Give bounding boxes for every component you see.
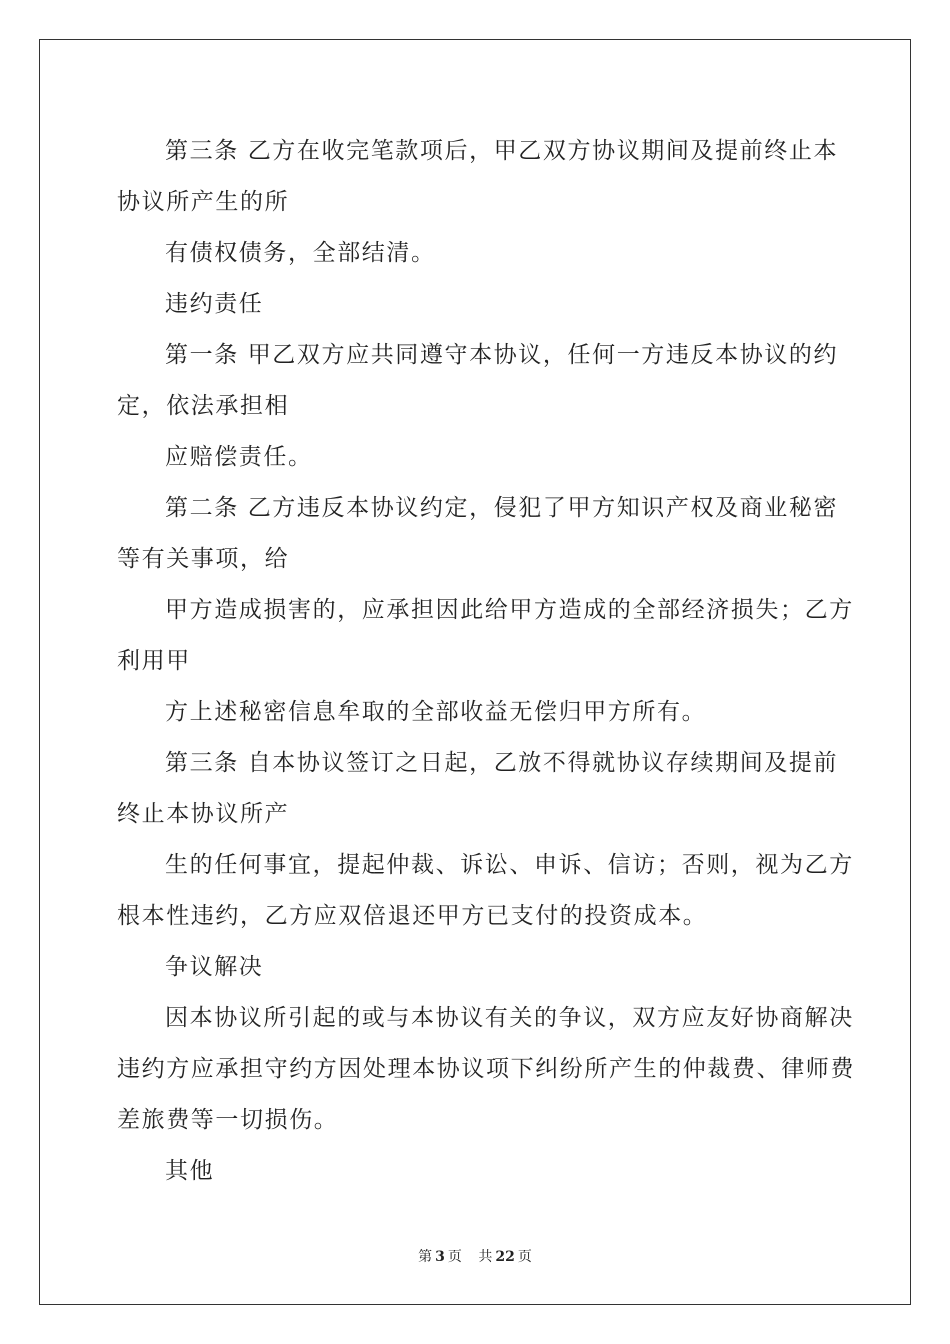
paragraph-line: 差旅费等一切损伤。 (117, 1107, 339, 1133)
total-prefix: 共 (478, 1249, 493, 1265)
paragraph-line: 第二条 乙方违反本协议约定，侵犯了甲方知识产权及商业秘密 (165, 495, 839, 521)
paragraph-line: 第三条 乙方在收完笔款项后，甲乙双方协议期间及提前终止本 (165, 138, 839, 164)
paragraph-line: 根本性违约，乙方应双倍退还甲方已支付的投资成本。 (117, 903, 708, 929)
paragraph-line: 违约方应承担守约方因处理本协议项下纠纷所产生的仲裁费、律师费 (117, 1056, 855, 1082)
paragraph-line: 应赔偿责任。 (165, 444, 313, 470)
section-heading: 违约责任 (165, 291, 264, 317)
current-page: 3 (435, 1249, 445, 1265)
paragraph-line: 有债权债务，全部结清。 (165, 240, 436, 266)
page-prefix: 第 (418, 1249, 433, 1265)
paragraph-line: 利用甲 (117, 648, 191, 674)
total-pages: 22 (495, 1249, 515, 1265)
page-total (475, 1249, 534, 1265)
page-number (415, 1249, 465, 1265)
page-footer (0, 1246, 950, 1266)
paragraph-line: 因本协议所引起的或与本协议有关的争议，双方应友好协商解决 (165, 1005, 854, 1031)
page-suffix: 页 (447, 1249, 462, 1265)
paragraph-line: 终止本协议所产 (117, 801, 290, 827)
section-heading: 其他 (165, 1158, 215, 1184)
paragraph-line: 生的任何事宜，提起仲裁、诉讼、申诉、信访；否则，视为乙方 (165, 852, 854, 878)
document-body (117, 126, 855, 1197)
paragraph-line: 等有关事项，给 (117, 546, 290, 572)
paragraph-line: 协议所产生的所 (117, 189, 290, 215)
total-suffix: 页 (517, 1249, 532, 1265)
section-heading: 争议解决 (165, 954, 264, 980)
paragraph-line: 第一条 甲乙双方应共同遵守本协议，任何一方违反本协议的约 (165, 342, 839, 368)
paragraph-line: 方上述秘密信息牟取的全部收益无偿归甲方所有。 (165, 699, 707, 725)
paragraph-line: 第三条 自本协议签订之日起，乙放不得就协议存续期间及提前 (165, 750, 839, 776)
paragraph-line: 定，依法承担相 (117, 393, 290, 419)
paragraph-line: 甲方造成损害的，应承担因此给甲方造成的全部经济损失；乙方 (165, 597, 854, 623)
